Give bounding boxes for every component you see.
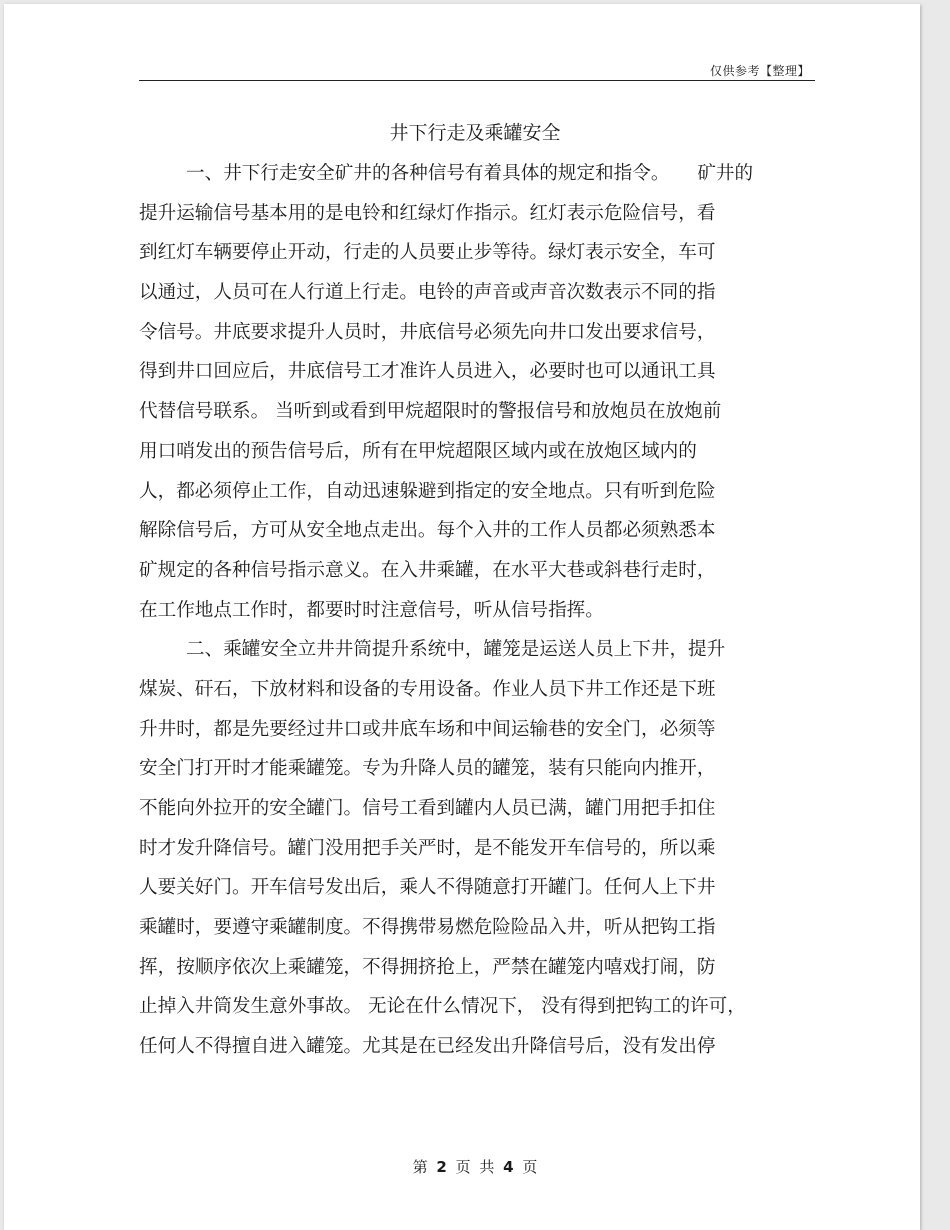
body-line: 以通过，人员可在人行道上行走。电铃的声音或声音次数表示不同的指 [139,282,716,304]
body-line: 升井时，都是先要经过井口或井底车场和中间运输巷的安全门，必须等 [139,718,716,740]
footer-suffix: 页 [522,1158,538,1176]
body-line: 乘罐时，要遵守乘罐制度。不得携带易燃危险险品入井，听从把钩工指 [139,917,716,939]
body-line: 得到井口回应后，井底信号工才准许人员进入，必要时也可以通讯工具 [139,361,716,383]
body-line: 人，都必须停止工作，自动迅速躲避到指定的安全地点。只有听到危险 [139,480,716,502]
footer-total-pages: 4 [503,1158,514,1176]
body-line: 挥，按顺序依次上乘罐笼，不得拥挤抢上，严禁在罐笼内嘻戏打闹，防 [139,956,716,978]
body-line: 令信号。井底要求提升人员时，井底信号必须先向井口发出要求信号， [139,321,716,343]
body-line: 在工作地点工作时，都要时时注意信号，听从信号指挥。 [139,599,604,621]
footer-prefix: 第 [412,1158,428,1176]
body-line: 任何人不得擅自进入罐笼。尤其是在已经发出升降信号后，没有发出停 [139,1036,716,1058]
body-line: 时才发升降信号。罐门没用把手关严时，是不能发开车信号的，所以乘 [139,837,716,859]
footer-page-number: 2 [436,1158,447,1176]
body-line: 代替信号联系。 当听到或看到甲烷超限时的警报信号和放炮员在放炮前 [139,401,722,423]
body-line: 安全门打开时才能乘罐笼。专为升降人员的罐笼，装有只能向内推开， [139,758,716,780]
document-title: 井下行走及乘罐安全 [389,122,561,144]
body-line: 煤炭、矸石，下放材料和设备的专用设备。作业人员下井工作还是下班 [139,678,716,700]
page-footer [0,1156,950,1177]
body-line: 不能向外拉开的安全罐门。信号工看到罐内人员已满，罐门用把手扣住 [139,798,716,819]
header-divider [139,80,815,81]
body-line: 矿规定的各种信号指示意义。在入井乘罐，在水平大巷或斜巷行走时， [139,559,716,581]
body-line: 用口哨发出的预告信号后，所有在甲烷超限区域内或在放炮区域内的 [139,440,697,462]
body-line: 到红灯车辆要停止开动，行走的人员要止步等待。绿灯表示安全，车可 [139,242,716,264]
body-line: 提升运输信号基本用的是电铃和红绿灯作指示。红灯表示危险信号，看 [139,202,716,224]
body-line: 二、乘罐安全立井井筒提升系统中，罐笼是运送人员上下井，提升 [186,639,726,661]
header-note: 仅供参考【整理】 [709,64,810,78]
body-line: 一、井下行走安全矿井的各种信号有着具体的规定和指令。 矿井的 [186,163,754,184]
body-line: 解除信号后，方可从安全地点走出。每个入井的工作人员都必须熟悉本 [139,520,716,542]
document-body [139,154,819,1067]
body-line: 人要关好门。开车信号发出后，乘人不得随意打开罐门。任何人上下井 [139,877,716,899]
body-line: 止掉入井筒发生意外事故。 无论在什么情况下， 没有得到把钩工的许可， [139,996,746,1018]
footer-middle: 页 共 [455,1158,495,1176]
